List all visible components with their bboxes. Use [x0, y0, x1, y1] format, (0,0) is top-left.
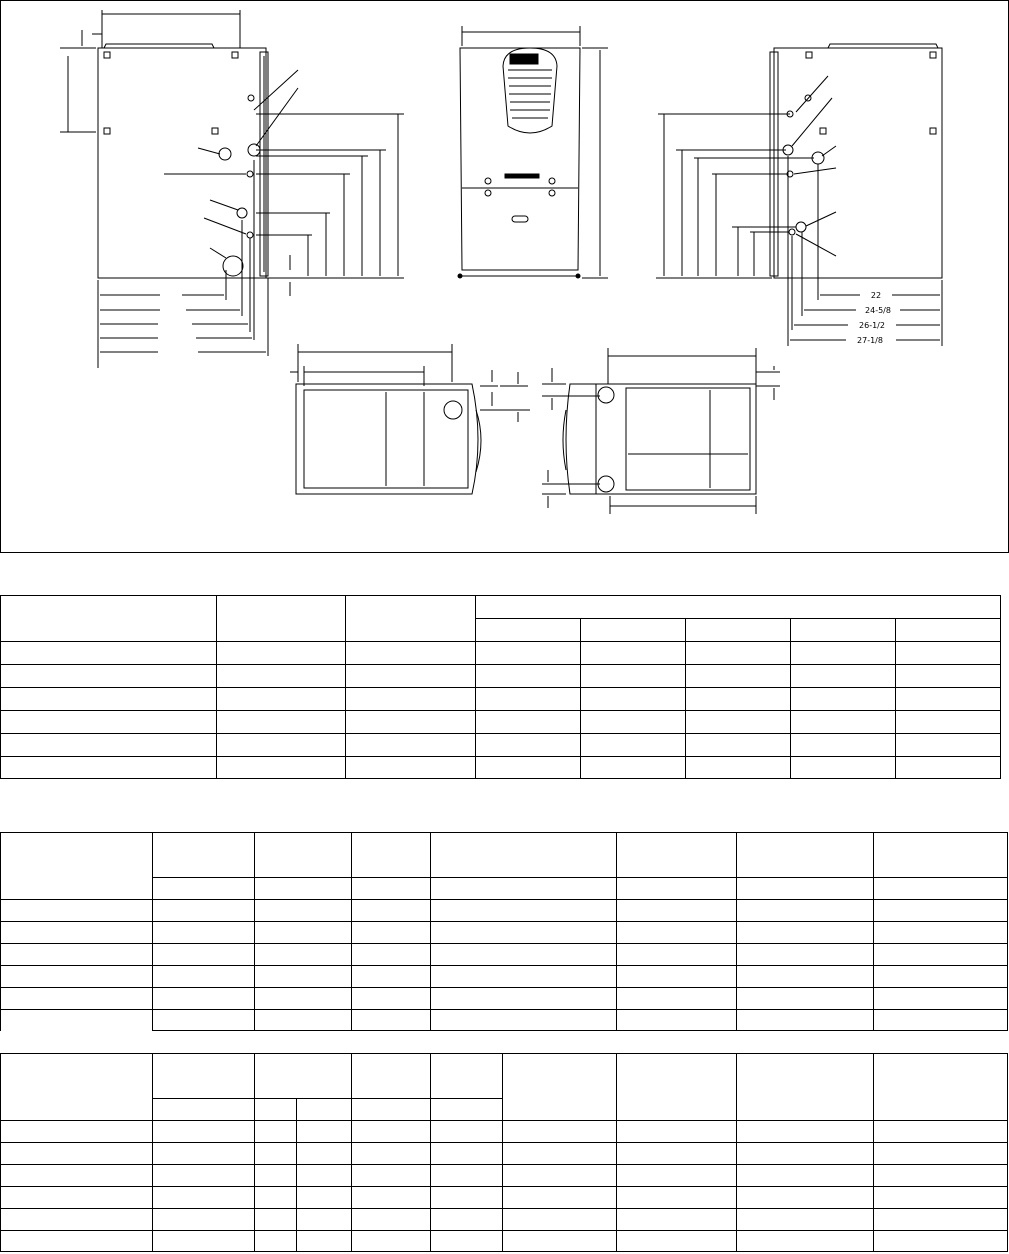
dim-label-26-1-2: 26-1/2 [859, 321, 885, 330]
york-badge-text: YORK [513, 55, 535, 64]
dim-label-22: 22 [870, 291, 882, 300]
table-3 [0, 1053, 1008, 1252]
table-1 [0, 595, 1001, 779]
dim-label-24-5-8: 24-5/8 [865, 306, 891, 315]
dim-label-27-1-8: 27-1/8 [857, 336, 883, 345]
table-2 [0, 832, 1008, 1031]
